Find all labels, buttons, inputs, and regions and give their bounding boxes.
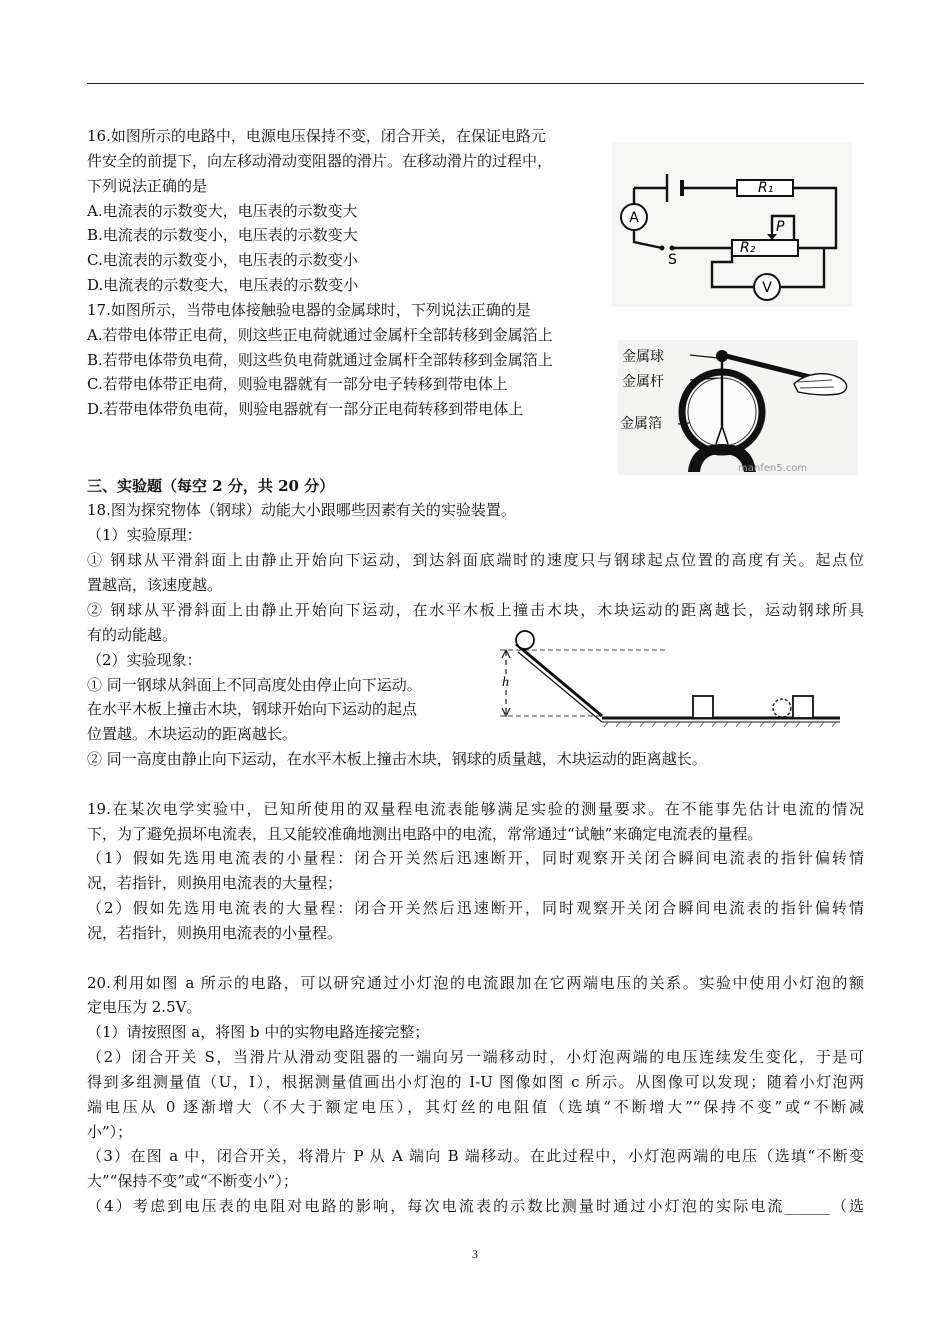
q16-line-1: 16.如图所示的电路中，电源电压保持不变，闭合开关，在保证电路元 bbox=[87, 127, 546, 145]
q18-phenomena-title: （2）实验现象： bbox=[87, 651, 202, 669]
r2-label: R₂ bbox=[740, 240, 756, 256]
q20-line-3: （1）请按照图 a，将图 b 中的实物电路连接完整； bbox=[87, 1023, 430, 1041]
q17-option-d: D.若带电体带负电荷，则验电器就有一部分正电荷转移到带电体上 bbox=[87, 400, 524, 418]
q18-phenomenon-1-line-2: 在水平木板上撞击木块，钢球开始向下运动的起点 bbox=[87, 700, 418, 718]
q20-line-6: 端电压从 0 逐渐增大（不大于额定电压），其灯丝的电阻值（选填“不断增大”“保持不变”或“不断减 bbox=[87, 1098, 864, 1116]
q20-line-2: 定电压为 2.5V。 bbox=[87, 998, 202, 1016]
q19-line-4: 况，若指针，则换用电流表的大量程； bbox=[87, 874, 343, 892]
q17-line-1: 17.如图所示，当带电体接触验电器的金属球时，下列说法正确的是 bbox=[87, 301, 531, 319]
q18-intro: 18.图为探究物体（钢球）动能大小跟哪些因素有关的实验装置。 bbox=[87, 501, 516, 519]
slider-label: P bbox=[776, 219, 785, 235]
q17-option-a: A.若带电体带正电荷，则这些正电荷就通过金属杆全部转移到金属箔上 bbox=[87, 326, 553, 344]
q19-line-3: （1）假如先选用电流表的小量程：闭合开关然后迅速断开，同时观察开关闭合瞬间电流表的指针偏转情 bbox=[87, 849, 864, 867]
q20-line-4: （2）闭合开关 S，当滑片从滑动变阻器的一端向另一端移动时，小灯泡两端的电压连续发生变化，于是可 bbox=[87, 1048, 864, 1066]
q16-option-a: A.电流表的示数变大，电压表的示数变大 bbox=[87, 202, 358, 220]
height-label: h bbox=[502, 675, 509, 690]
watermark: manfen5.com bbox=[738, 463, 808, 474]
q20-line-5: 得到多组测量值（U，I），根据测量值画出小灯泡的 I-U 图像如图 c 所示。从图像可以发现；随着小灯泡两 bbox=[87, 1073, 864, 1091]
q18-phenomenon-1-line-1: ① 同一钢球从斜面上不同高度处由停止向下运动。 bbox=[87, 676, 422, 694]
label-metal-ball: 金属球 bbox=[622, 349, 664, 365]
q18-ramp-figure bbox=[490, 628, 845, 728]
label-metal-foil: 金属箔 bbox=[620, 416, 662, 432]
page-number: 3 bbox=[472, 1247, 478, 1261]
r1-label: R₁ bbox=[758, 180, 774, 196]
q16-option-d: D.电流表的示数变大，电压表的示数变小 bbox=[87, 276, 359, 294]
q16-option-c: C.电流表的示数变小，电压表的示数变小 bbox=[87, 251, 358, 269]
q16-option-b: B.电流表的示数变小，电压表的示数变大 bbox=[87, 226, 358, 244]
q20-line-8: （3）在图 a 中，闭合开关，将滑片 P 从 A 端向 B 端移动。在此过程中，小灯泡两端的电压（选填“不断变 bbox=[87, 1147, 864, 1165]
q19-line-2: 下，为了避免损坏电流表，且又能较准确地测出电路中的电流，常常通过“试触”来确定电流表的量程。 bbox=[87, 825, 763, 843]
voltmeter-label: V bbox=[762, 280, 772, 296]
switch-label: S bbox=[668, 252, 677, 268]
q20-line-1: 20.利用如图 a 所示的电路，可以研究通过小灯泡的电流跟加在它两端电压的关系。实验中使用小灯泡的额 bbox=[87, 974, 864, 992]
ammeter-label: A bbox=[629, 210, 639, 226]
q17-option-c: C.若带电体带正电荷，则验电器就有一部分电子转移到带电体上 bbox=[87, 375, 508, 393]
q20-line-9: 大”“保持不变”或“不断变小”）； bbox=[87, 1172, 298, 1190]
header-rule bbox=[87, 83, 864, 84]
q19-line-6: 况，若指针，则换用电流表的小量程。 bbox=[87, 924, 343, 942]
q16-line-3: 下列说法正确的是 bbox=[87, 177, 208, 195]
q18-principle-1-line-2: 置越高，该速度越。 bbox=[87, 576, 223, 594]
label-metal-rod: 金属杆 bbox=[622, 374, 664, 390]
q20-line-10: （4）考虑到电压表的电阻对电路的影响，每次电流表的示数比测量时通过小灯泡的实际电流______（选 bbox=[87, 1197, 864, 1215]
q16-line-2: 件安全的前提下，向左移动滑动变阻器的滑片。在移动滑片的过程中， bbox=[87, 152, 553, 170]
q19-line-1: 19.在某次电学实验中，已知所使用的双量程电流表能够满足实验的测量要求。在不能事先估计电流的情况 bbox=[87, 800, 864, 818]
q18-principle-2-line-2: 有的动能越。 bbox=[87, 626, 178, 644]
section-3-title: 三、实验题（每空 2 分，共 20 分） bbox=[87, 477, 335, 495]
q17-option-b: B.若带电体带负电荷，则这些负电荷就通过金属杆全部转移到金属箔上 bbox=[87, 351, 553, 369]
q18-principle-1-line-1: ① 钢球从平滑斜面上由静止开始向下运动，到达斜面底端时的速度只与钢球起点位置的高度有关。起点位 bbox=[87, 551, 864, 569]
q20-line-7: 小”）； bbox=[87, 1123, 133, 1141]
q18-phenomenon-2: ② 同一高度由静止向下运动，在水平木板上撞击木块，钢球的质量越，木块运动的距离越长。 bbox=[87, 750, 707, 768]
q18-principle-title: （1）实验原理： bbox=[87, 526, 202, 544]
q18-principle-2-line-1: ② 钢球从平滑斜面上由静止开始向下运动，在水平木板上撞击木块，木块运动的距离越长，运动钢球所具 bbox=[87, 601, 864, 619]
q18-phenomenon-1-line-3: 位置越。木块运动的距离越长。 bbox=[87, 725, 298, 743]
q16-circuit-figure bbox=[612, 142, 852, 307]
q19-line-5: （2）假如先选用电流表的大量程：闭合开关然后迅速断开，同时观察开关闭合瞬间电流表的指针偏转情 bbox=[87, 899, 864, 917]
q17-electroscope-figure bbox=[618, 340, 858, 475]
